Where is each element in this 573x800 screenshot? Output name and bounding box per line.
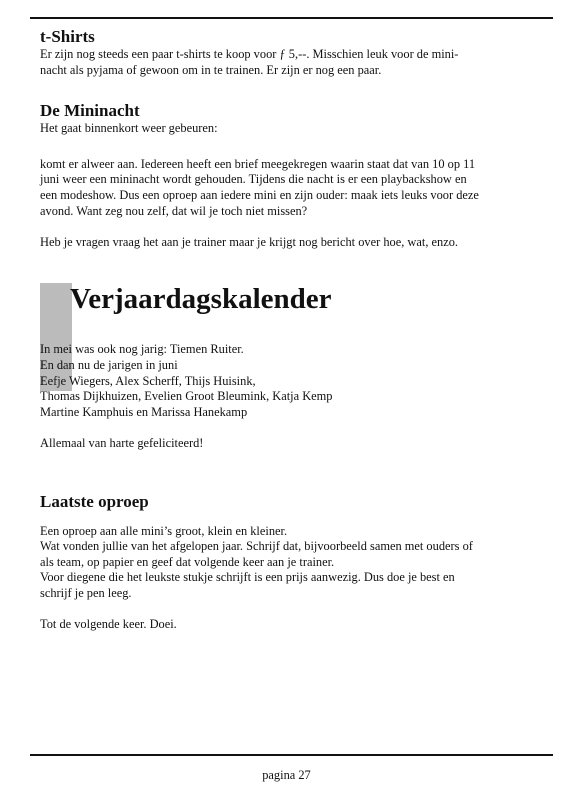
page-number: pagina 27	[262, 768, 311, 782]
mininacht-line: avond. Want zeg nou zelf, dat wil je toch niet missen?	[40, 203, 308, 218]
oproep-line: Voor diegene die het leukste stukje schrijft is een prijs aanwezig. Dus doe je best en	[40, 570, 455, 585]
mininacht-line: een modeshow. Dus een oproep aan iedere mini en zijn ouder: maak iets leuks voor deze	[40, 187, 479, 202]
verjaardag-heading: Verjaardagskalender	[70, 283, 332, 316]
oproep-line: schrijf je pen leeg.	[40, 585, 132, 600]
mininacht-line: juni weer een mininacht wordt gehouden. Tijdens die nacht is er een playbackshow en	[40, 172, 467, 187]
oproep-closing: Tot de volgende keer. Doei.	[40, 617, 177, 632]
birthday-line: In mei was ook nog jarig: Tiemen Ruiter.	[40, 342, 244, 357]
birthday-line: Martine Kamphuis en Marissa Hanekamp	[40, 404, 248, 419]
oproep-line: Wat vonden jullie van het afgelopen jaar. Schrijf dat, bijvoorbeeld samen met ouders of	[40, 539, 473, 554]
oproep-line: Een oproep aan alle mini’s groot, klein en kleiner.	[40, 523, 288, 538]
mininacht-question: Heb je vragen vraag het aan je trainer maar je krijgt nog bericht over hoe, wat, enzo.	[40, 234, 458, 249]
bottom-rule	[30, 754, 553, 756]
oproep-line: als team, op papier en geef dat volgende keer aan je trainer.	[40, 554, 335, 569]
oproep-heading: Laatste oproep	[40, 491, 149, 511]
mininacht-intro: Het gaat binnenkort weer gebeuren:	[40, 121, 218, 136]
mininacht-heading: De Mininacht	[40, 101, 140, 121]
birthday-closing: Allemaal van harte gefeliciteerd!	[40, 435, 204, 450]
birthday-line: Eefje Wiegers, Alex Scherff, Thijs Huisink,	[40, 373, 256, 388]
top-rule	[30, 17, 553, 19]
birthday-line: Thomas Dijkhuizen, Evelien Groot Bleumink, Katja Kemp	[40, 389, 333, 404]
page-content	[40, 27, 530, 633]
birthday-line: En dan nu de jarigen in juni	[40, 357, 178, 372]
tshirts-line: Er zijn nog steeds een paar t-shirts te koop voor ƒ 5,--. Misschien leuk voor de mini-	[40, 47, 459, 61]
tshirts-line: nacht als pyjama of gewoon om in te trainen. Er zijn er nog een paar.	[40, 62, 382, 77]
tshirts-heading: t-Shirts	[40, 27, 95, 46]
mininacht-line: komt er alweer aan. Iedereen heeft een brief meegekregen waarin staat dat van 10 op 11	[40, 156, 476, 171]
